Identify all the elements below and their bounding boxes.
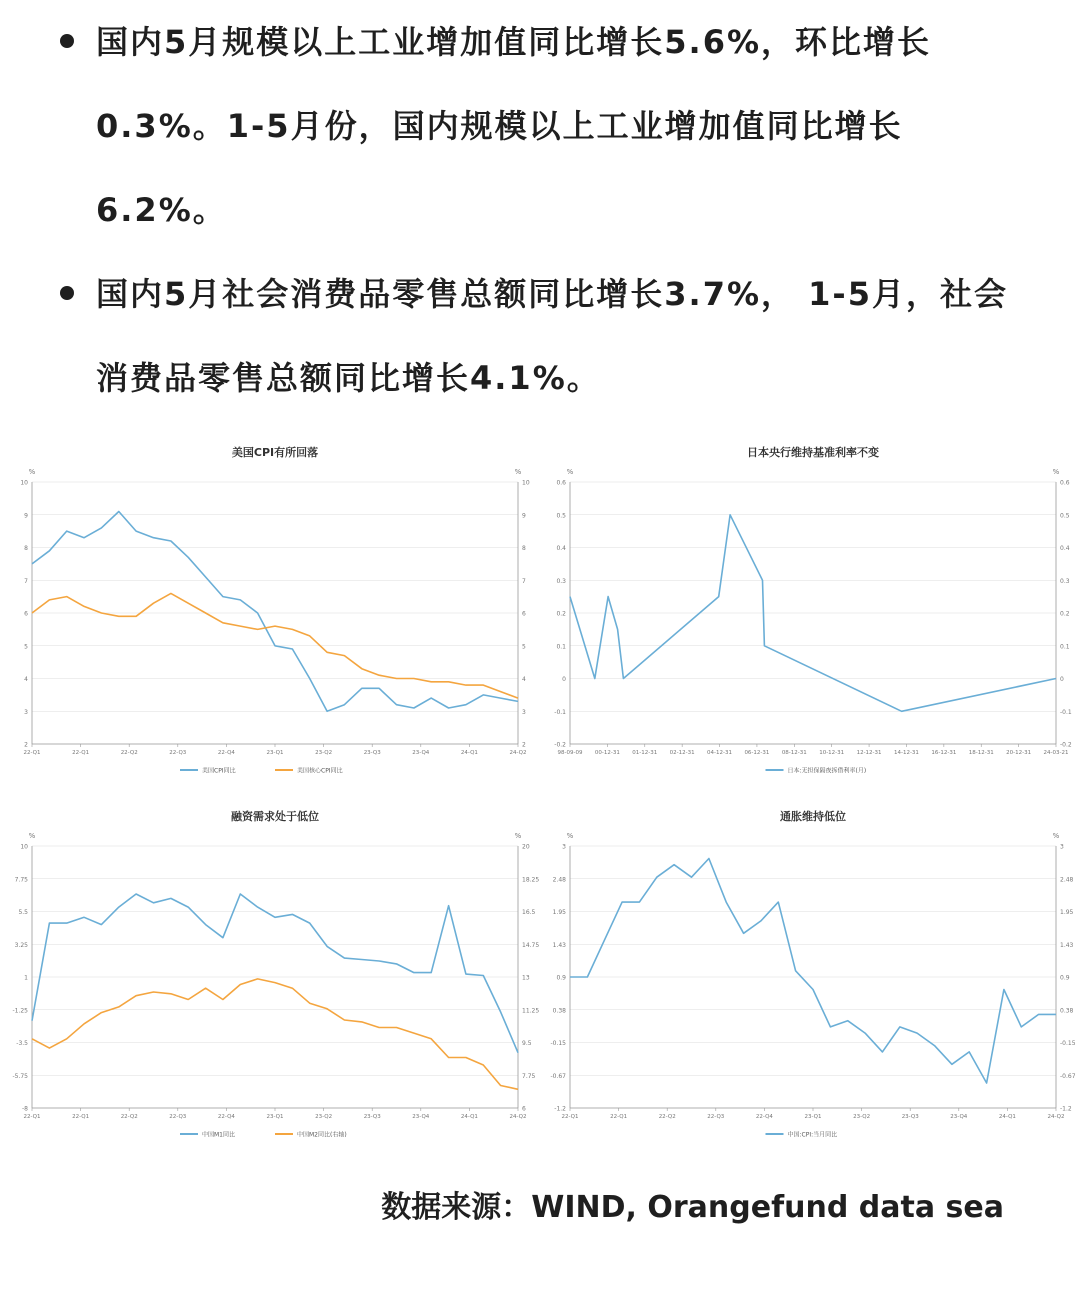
x-tick-label: 22-Q1 bbox=[72, 750, 90, 756]
y-tick-label: 1.95 bbox=[552, 909, 566, 916]
x-tick-label: 23-Q1 bbox=[266, 750, 284, 756]
y-axis-unit: % bbox=[566, 468, 574, 476]
y2-tick-label: -1.2 bbox=[1060, 1105, 1072, 1113]
y2-tick-label: 0.5 bbox=[1060, 512, 1070, 520]
y-tick-label: 0.38 bbox=[552, 1007, 566, 1015]
y-tick-label: 7 bbox=[24, 577, 28, 585]
y-tick-label: 7.75 bbox=[14, 876, 28, 884]
x-tick-label: 02-12-31 bbox=[669, 750, 695, 756]
legend-label: 美国CPI同比 bbox=[202, 767, 236, 775]
x-tick-label: 24-Q1 bbox=[460, 1114, 478, 1120]
x-tick-label: 22-Q1 bbox=[23, 1114, 41, 1120]
x-tick-label: 04-12-31 bbox=[707, 750, 733, 756]
y-tick-label: 3 bbox=[562, 843, 566, 851]
y2-axis-unit: % bbox=[1052, 832, 1060, 840]
x-tick-label: 18-12-31 bbox=[968, 750, 994, 756]
bullet-text: 国内5月规模以上工业增加值同比增长5.6%，环比增长0.3%。1-5月份，国内规模以上工业增加值同比增长6.2%。 bbox=[96, 23, 932, 229]
y-tick-label: 3 bbox=[24, 708, 28, 716]
x-tick-label: 08-12-31 bbox=[781, 750, 807, 756]
x-tick-label: 00-12-31 bbox=[594, 750, 620, 756]
y2-tick-label: 0.1 bbox=[1060, 643, 1070, 651]
x-tick-label: 01-12-31 bbox=[632, 750, 658, 756]
y-tick-label: 0.3 bbox=[556, 577, 566, 585]
bullet-dot bbox=[60, 34, 74, 48]
legend-label: 中国M1同比 bbox=[202, 1131, 235, 1139]
x-tick-label: 98-09-09 bbox=[557, 750, 583, 756]
y2-tick-label: 13 bbox=[522, 974, 530, 982]
y2-tick-label: 18.25 bbox=[522, 876, 540, 884]
y-tick-label: 1 bbox=[24, 974, 28, 982]
x-tick-label: 22-Q4 bbox=[217, 1114, 235, 1120]
y-tick-label: 0.6 bbox=[556, 479, 566, 487]
y-tick-label: -5.75 bbox=[12, 1072, 28, 1080]
legend-label: 中国:CPI:当月同比 bbox=[787, 1131, 838, 1139]
x-tick-label: 23-Q1 bbox=[804, 1114, 822, 1120]
chart-china-cpi bbox=[548, 802, 1078, 1154]
y-tick-label: 2.48 bbox=[552, 876, 566, 884]
y-tick-label: 1.43 bbox=[552, 941, 566, 949]
y2-tick-label: 9.5 bbox=[522, 1040, 532, 1047]
y2-tick-label: 5 bbox=[522, 643, 526, 651]
chart-title: 美国CPI有所回落 bbox=[231, 446, 319, 459]
x-tick-label: 24-Q1 bbox=[998, 1114, 1016, 1120]
y-tick-label: 3.25 bbox=[14, 941, 28, 949]
x-tick-label: 24-Q2 bbox=[509, 1114, 527, 1120]
y-tick-label: 2 bbox=[24, 741, 28, 749]
y2-tick-label: 4 bbox=[522, 676, 526, 683]
chart-china-money-svg bbox=[10, 802, 540, 1154]
bullet-dot bbox=[60, 286, 74, 300]
y2-tick-label: 0.4 bbox=[1060, 545, 1070, 552]
series-line-1 bbox=[570, 859, 1056, 1084]
x-tick-label: 24-Q2 bbox=[1047, 1114, 1065, 1120]
chart-title: 融资需求处于低位 bbox=[231, 810, 319, 823]
chart-china-money bbox=[10, 802, 540, 1154]
y2-axis-unit: % bbox=[514, 832, 522, 840]
x-tick-label: 24-03-21 bbox=[1043, 750, 1069, 756]
y-tick-label: -1.25 bbox=[12, 1007, 28, 1015]
x-tick-label: 22-Q1 bbox=[23, 750, 41, 756]
bullet-retail bbox=[0, 252, 1080, 420]
legend-label: 美国核心CPI同比 bbox=[297, 767, 343, 775]
y-tick-label: -8 bbox=[22, 1105, 28, 1113]
y2-tick-label: 0.3 bbox=[1060, 577, 1070, 585]
y-tick-label: 4 bbox=[24, 676, 28, 683]
y2-tick-label: 9 bbox=[522, 512, 526, 520]
x-tick-label: 20-12-31 bbox=[1006, 750, 1032, 756]
y-tick-label: 0 bbox=[562, 676, 566, 683]
y2-tick-label: 1.95 bbox=[1060, 909, 1074, 916]
x-tick-label: 23-Q2 bbox=[853, 1114, 871, 1120]
y2-tick-label: 16.5 bbox=[522, 909, 536, 916]
y2-tick-label: 2 bbox=[522, 741, 526, 749]
y-tick-label: 10 bbox=[20, 479, 28, 487]
x-tick-label: 22-Q4 bbox=[217, 750, 235, 756]
chart-title: 通胀维持低位 bbox=[780, 810, 846, 823]
y-tick-label: 10 bbox=[20, 843, 28, 851]
y2-tick-label: 20 bbox=[522, 843, 530, 851]
x-tick-label: 14-12-31 bbox=[893, 750, 919, 756]
y-tick-label: 0.1 bbox=[556, 643, 566, 651]
x-tick-label: 23-Q3 bbox=[363, 1114, 381, 1120]
y2-tick-label: 6 bbox=[522, 1105, 526, 1113]
x-tick-label: 23-Q2 bbox=[315, 1114, 333, 1120]
y2-tick-label: 7 bbox=[522, 577, 526, 585]
legend-label: 日本:无担保隔夜拆借利率(月) bbox=[787, 767, 867, 775]
y2-tick-label: 7.75 bbox=[522, 1072, 536, 1080]
y2-tick-label: 11.25 bbox=[522, 1007, 540, 1015]
y-tick-label: 6 bbox=[24, 610, 28, 618]
y-tick-label: 0.2 bbox=[556, 610, 566, 618]
y-tick-label: -0.67 bbox=[550, 1072, 566, 1080]
y2-tick-label: 0.38 bbox=[1060, 1007, 1074, 1015]
y2-tick-label: 3 bbox=[522, 708, 526, 716]
x-tick-label: 23-Q1 bbox=[266, 1114, 284, 1120]
y2-tick-label: -0.2 bbox=[1060, 741, 1072, 749]
y-axis-unit: % bbox=[566, 832, 574, 840]
x-tick-label: 23-Q3 bbox=[363, 750, 381, 756]
x-tick-label: 16-12-31 bbox=[931, 750, 957, 756]
x-tick-label: 22-Q1 bbox=[72, 1114, 90, 1120]
y-tick-label: -0.2 bbox=[554, 741, 566, 749]
y-tick-label: 8 bbox=[24, 545, 28, 552]
y2-axis-unit: % bbox=[1052, 468, 1060, 476]
y-tick-label: 0.9 bbox=[556, 974, 566, 982]
x-tick-label: 22-Q3 bbox=[169, 750, 187, 756]
y-tick-label: 5 bbox=[24, 643, 28, 651]
y2-tick-label: 0.2 bbox=[1060, 610, 1070, 618]
y2-tick-label: -0.67 bbox=[1060, 1072, 1076, 1080]
y2-tick-label: 8 bbox=[522, 545, 526, 552]
x-tick-label: 24-Q1 bbox=[460, 750, 478, 756]
y2-axis-unit: % bbox=[514, 468, 522, 476]
y-tick-label: 0.5 bbox=[556, 512, 566, 520]
y2-tick-label: 3 bbox=[1060, 843, 1064, 851]
y2-tick-label: -0.15 bbox=[1060, 1040, 1076, 1047]
chart-us-cpi bbox=[10, 438, 540, 790]
chart-title: 日本央行维持基准利率不变 bbox=[747, 446, 879, 459]
x-tick-label: 23-Q2 bbox=[315, 750, 333, 756]
y-tick-label: -0.1 bbox=[554, 708, 566, 716]
x-tick-label: 12-12-31 bbox=[856, 750, 882, 756]
y2-tick-label: 6 bbox=[522, 610, 526, 618]
y-tick-label: -1.2 bbox=[554, 1105, 566, 1113]
x-tick-label: 22-Q1 bbox=[561, 1114, 579, 1120]
x-tick-label: 23-Q4 bbox=[412, 1114, 430, 1120]
x-tick-label: 23-Q4 bbox=[950, 1114, 968, 1120]
x-tick-label: 10-12-31 bbox=[819, 750, 845, 756]
chart-china-cpi-svg bbox=[548, 802, 1078, 1154]
y-axis-unit: % bbox=[28, 468, 36, 476]
x-tick-label: 22-Q2 bbox=[120, 750, 138, 756]
y2-tick-label: 0.9 bbox=[1060, 974, 1070, 982]
y2-tick-label: 1.43 bbox=[1060, 941, 1074, 949]
chart-japan-rate bbox=[548, 438, 1078, 790]
y-tick-label: -0.15 bbox=[550, 1040, 566, 1047]
x-tick-label: 22-Q2 bbox=[120, 1114, 138, 1120]
bullet-industrial bbox=[0, 0, 1080, 252]
y-tick-label: 0.4 bbox=[556, 545, 566, 552]
chart-us-cpi-svg bbox=[10, 438, 540, 790]
data-source: 数据来源：WIND, Orangefund data sea bbox=[381, 1190, 1004, 1225]
x-tick-label: 22-Q3 bbox=[169, 1114, 187, 1120]
x-tick-label: 23-Q4 bbox=[412, 750, 430, 756]
x-tick-label: 22-Q1 bbox=[610, 1114, 628, 1120]
y2-tick-label: 0.6 bbox=[1060, 479, 1070, 487]
y2-tick-label: 0 bbox=[1060, 676, 1064, 683]
series-line-2 bbox=[32, 979, 518, 1089]
x-tick-label: 06-12-31 bbox=[744, 750, 770, 756]
x-tick-label: 24-Q2 bbox=[509, 750, 527, 756]
y-tick-label: -3.5 bbox=[16, 1040, 28, 1047]
y2-tick-label: 10 bbox=[522, 479, 530, 487]
chart-grid bbox=[0, 430, 1080, 1150]
bullet-text: 国内5月社会消费品零售总额同比增长3.7%， 1-5月，社会消费品零售总额同比增长4.1%。 bbox=[96, 275, 1008, 397]
y2-tick-label: 14.75 bbox=[522, 941, 540, 949]
x-tick-label: 23-Q3 bbox=[901, 1114, 919, 1120]
series-line-1 bbox=[32, 894, 518, 1053]
legend-label: 中国M2同比(右轴) bbox=[297, 1131, 347, 1139]
x-tick-label: 22-Q3 bbox=[707, 1114, 725, 1120]
y2-tick-label: -0.1 bbox=[1060, 708, 1072, 716]
y-tick-label: 5.5 bbox=[18, 909, 28, 916]
y-axis-unit: % bbox=[28, 832, 36, 840]
y2-tick-label: 2.48 bbox=[1060, 876, 1074, 884]
x-tick-label: 22-Q4 bbox=[755, 1114, 773, 1120]
y-tick-label: 9 bbox=[24, 512, 28, 520]
chart-japan-rate-svg bbox=[548, 438, 1078, 790]
x-tick-label: 22-Q2 bbox=[658, 1114, 676, 1120]
